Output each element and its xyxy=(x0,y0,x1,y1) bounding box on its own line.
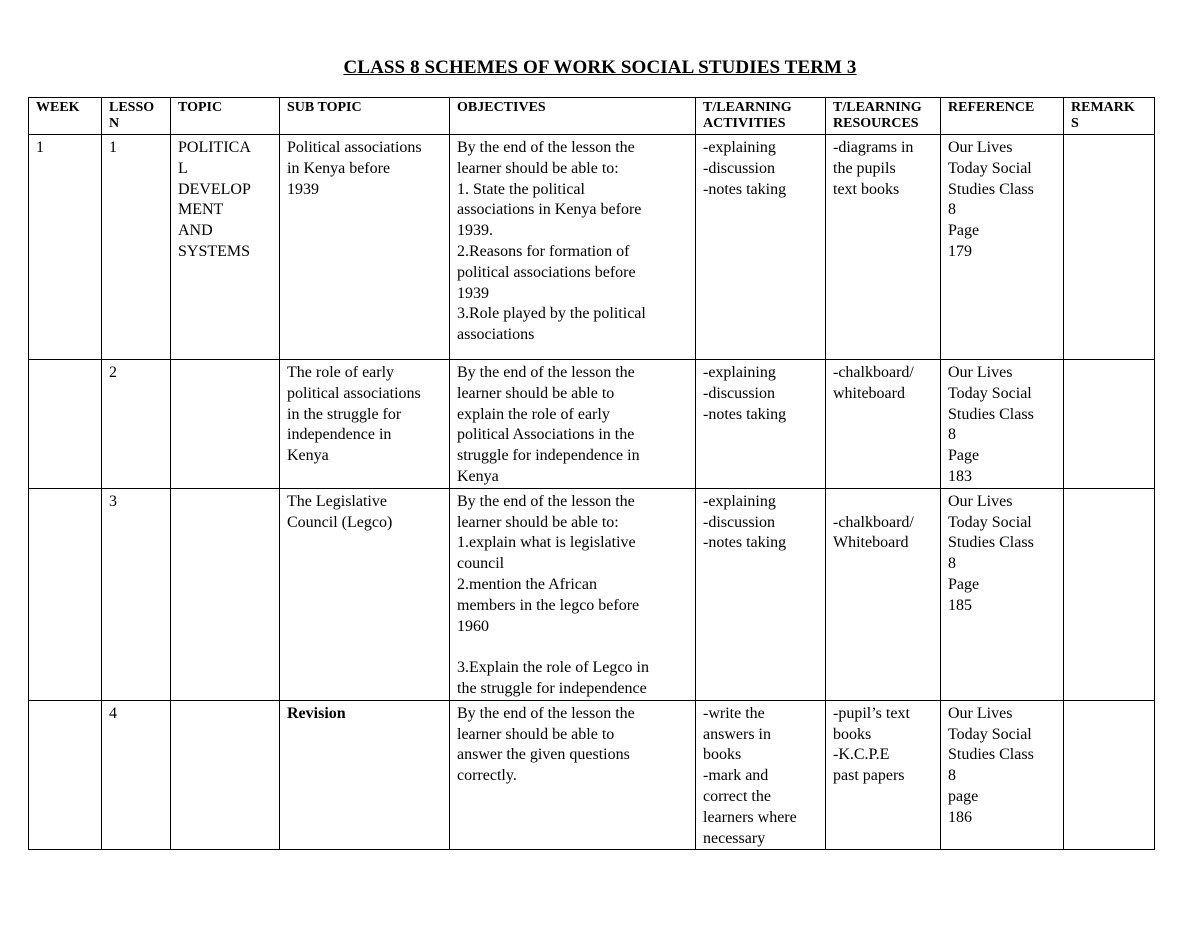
cell-week xyxy=(29,700,102,850)
cell-activities: -explaining -discussion -notes taking xyxy=(696,360,826,489)
table-row xyxy=(29,135,1155,360)
table-row xyxy=(29,700,1155,850)
header-learning-resources: T/LEARNING RESOURCES xyxy=(826,98,941,135)
cell-week xyxy=(29,488,102,700)
cell-resources: -pupil’s text books -K.C.P.E past papers xyxy=(826,700,941,850)
cell-sub-topic: Revision xyxy=(280,700,450,850)
document-title: CLASS 8 SCHEMES OF WORK SOCIAL STUDIES TERM 3 xyxy=(343,57,857,78)
table-row xyxy=(29,360,1155,489)
cell-remarks xyxy=(1064,700,1155,850)
header-lesson: LESSO N xyxy=(102,98,171,135)
cell-reference: Our Lives Today Social Studies Class 8 Page 179 xyxy=(941,135,1064,360)
cell-activities: -write the answers in books -mark and correct the learners where necessary xyxy=(696,700,826,850)
cell-objectives: By the end of the lesson the learner should be able to: 1.explain what is legislative council 2.mention the African members in the legco before 1960 3.Explain the role of Legco in the struggle for independence xyxy=(450,488,696,700)
cell-sub-topic: Political associations in Kenya before 1939 xyxy=(280,135,450,360)
cell-activities: -explaining -discussion -notes taking xyxy=(696,488,826,700)
cell-objectives: By the end of the lesson the learner should be able to answer the given questions correctly. xyxy=(450,700,696,850)
cell-activities: -explaining -discussion -notes taking xyxy=(696,135,826,360)
cell-reference: Our Lives Today Social Studies Class 8 Page 185 xyxy=(941,488,1064,700)
cell-reference: Our Lives Today Social Studies Class 8 page 186 xyxy=(941,700,1064,850)
scheme-of-work-table xyxy=(28,97,1155,850)
cell-remarks xyxy=(1064,360,1155,489)
cell-sub-topic: The role of early political associations in the struggle for independence in Kenya xyxy=(280,360,450,489)
cell-topic xyxy=(171,700,280,850)
header-learning-activities: T/LEARNING ACTIVITIES xyxy=(696,98,826,135)
cell-topic xyxy=(171,488,280,700)
cell-resources: -chalkboard/ whiteboard xyxy=(826,360,941,489)
cell-remarks xyxy=(1064,135,1155,360)
cell-objectives: By the end of the lesson the learner should be able to: 1. State the political associations in Kenya before 1939. 2.Reasons for formation of political associations before 1939 3.Role played by the political associations xyxy=(450,135,696,360)
cell-reference: Our Lives Today Social Studies Class 8 Page 183 xyxy=(941,360,1064,489)
header-objectives: OBJECTIVES xyxy=(450,98,696,135)
cell-lesson: 3 xyxy=(102,488,171,700)
header-topic: TOPIC xyxy=(171,98,280,135)
cell-sub-topic: The Legislative Council (Legco) xyxy=(280,488,450,700)
cell-lesson: 4 xyxy=(102,700,171,850)
cell-topic xyxy=(171,360,280,489)
cell-lesson: 1 xyxy=(102,135,171,360)
cell-resources: -diagrams in the pupils text books xyxy=(826,135,941,360)
cell-lesson: 2 xyxy=(102,360,171,489)
header-week: WEEK xyxy=(29,98,102,135)
cell-topic: POLITICA L DEVELOP MENT AND SYSTEMS xyxy=(171,135,280,360)
cell-remarks xyxy=(1064,488,1155,700)
header-remarks: REMARK S xyxy=(1064,98,1155,135)
header-row xyxy=(29,98,1155,135)
cell-resources: -chalkboard/ Whiteboard xyxy=(826,488,941,700)
header-sub-topic: SUB TOPIC xyxy=(280,98,450,135)
cell-week: 1 xyxy=(29,135,102,360)
header-reference: REFERENCE xyxy=(941,98,1064,135)
cell-objectives: By the end of the lesson the learner should be able to explain the role of early political Associations in the struggle for independence in Kenya xyxy=(450,360,696,489)
cell-week xyxy=(29,360,102,489)
table-row xyxy=(29,488,1155,700)
